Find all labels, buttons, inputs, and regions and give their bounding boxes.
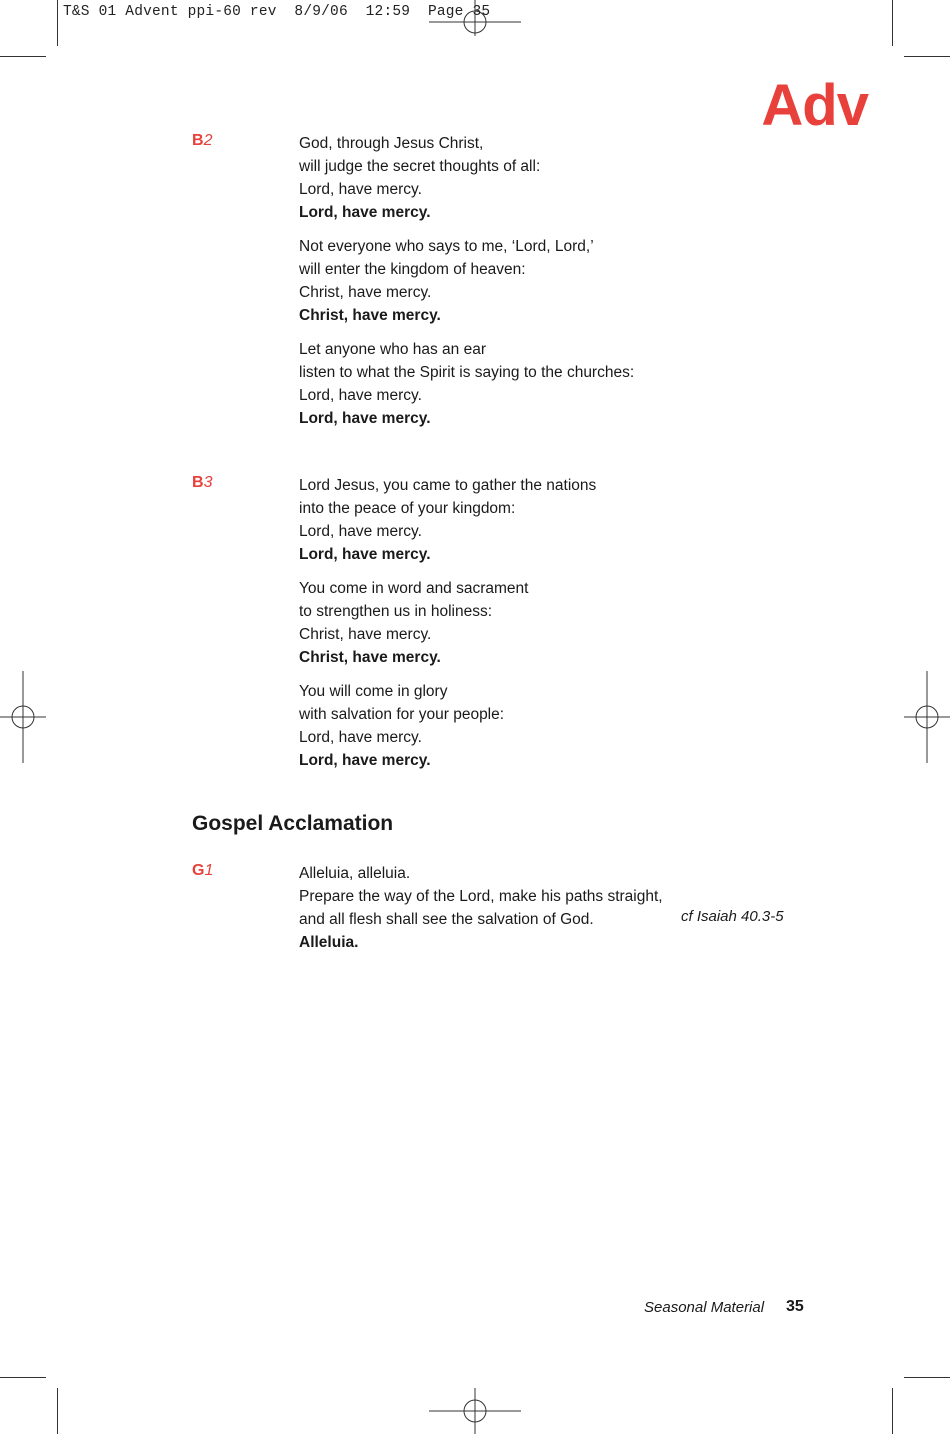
verse-line: God, through Jesus Christ, <box>299 135 484 152</box>
verse-line: Lord, have mercy. <box>299 387 422 404</box>
crop-mark <box>57 1388 58 1434</box>
response-line: Lord, have mercy. <box>299 410 431 427</box>
stanza <box>299 474 819 566</box>
response-line: Lord, have mercy. <box>299 546 431 563</box>
printer-slug: T&S 01 Advent ppi-60 rev 8/9/06 12:59 Page 35 <box>63 4 491 20</box>
response-line: Lord, have mercy. <box>299 752 431 769</box>
block-label <box>192 474 212 492</box>
verse-line: into the peace of your kingdom: <box>299 500 516 517</box>
registration-mark-icon <box>904 671 950 763</box>
verse-line: You will come in glory <box>299 683 448 700</box>
verse-line: Let anyone who has an ear <box>299 341 486 358</box>
response-line: Alleluia. <box>299 934 359 951</box>
label-number: 1 <box>204 862 214 879</box>
verse-line: will enter the kingdom of heaven: <box>299 261 526 278</box>
scripture-reference: cf Isaiah 40.3-5 <box>681 908 784 925</box>
crop-mark <box>904 56 950 57</box>
verse-line: Lord, have mercy. <box>299 523 422 540</box>
label-number: 3 <box>203 474 213 491</box>
stanza <box>299 577 819 669</box>
verse-line: will judge the secret thoughts of all: <box>299 158 541 175</box>
verse-line: Lord, have mercy. <box>299 729 422 746</box>
block-label <box>192 132 212 150</box>
response-line: Lord, have mercy. <box>299 204 431 221</box>
response-line: Christ, have mercy. <box>299 307 441 324</box>
block-label <box>192 862 213 880</box>
verse-line: Lord, have mercy. <box>299 181 422 198</box>
section-tab: Adv <box>761 73 868 138</box>
stanza <box>299 338 819 430</box>
verse-line: to strengthen us in holiness: <box>299 603 493 620</box>
verse-group <box>299 132 819 441</box>
crop-mark <box>0 56 46 57</box>
crop-mark <box>892 0 893 46</box>
crop-mark <box>892 1388 893 1434</box>
registration-mark-icon <box>428 0 522 36</box>
verse-line: Prepare the way of the Lord, make his paths straight, <box>299 888 663 905</box>
verse-line: listen to what the Spirit is saying to the churches: <box>299 364 635 381</box>
stanza <box>299 132 819 224</box>
verse-line: You come in word and sacrament <box>299 580 529 597</box>
label-letter: B <box>192 474 204 491</box>
label-number: 2 <box>203 132 213 149</box>
verse-line: Christ, have mercy. <box>299 626 432 643</box>
stanza <box>299 680 819 772</box>
verse-group <box>299 474 819 783</box>
registration-mark-icon <box>0 671 46 763</box>
crop-mark <box>57 0 58 46</box>
response-line: Christ, have mercy. <box>299 649 441 666</box>
verse-line: and all flesh shall see the salvation of God. <box>299 911 594 928</box>
label-letter: B <box>192 132 204 149</box>
verse-line: Alleluia, alleluia. <box>299 865 411 882</box>
verse-line: Lord Jesus, you came to gather the nations <box>299 477 597 494</box>
crop-mark <box>0 1377 46 1378</box>
verse-line: with salvation for your people: <box>299 706 505 723</box>
verse-line: Not everyone who says to me, ‘Lord, Lord,’ <box>299 238 594 255</box>
page-number: 35 <box>786 1298 804 1315</box>
registration-mark-icon <box>428 1388 522 1434</box>
stanza <box>299 235 819 327</box>
label-letter: G <box>192 862 205 879</box>
section-heading: Gospel Acclamation <box>192 812 394 835</box>
footer-title: Seasonal Material <box>644 1299 765 1316</box>
verse-line: Christ, have mercy. <box>299 284 432 301</box>
crop-mark <box>904 1377 950 1378</box>
